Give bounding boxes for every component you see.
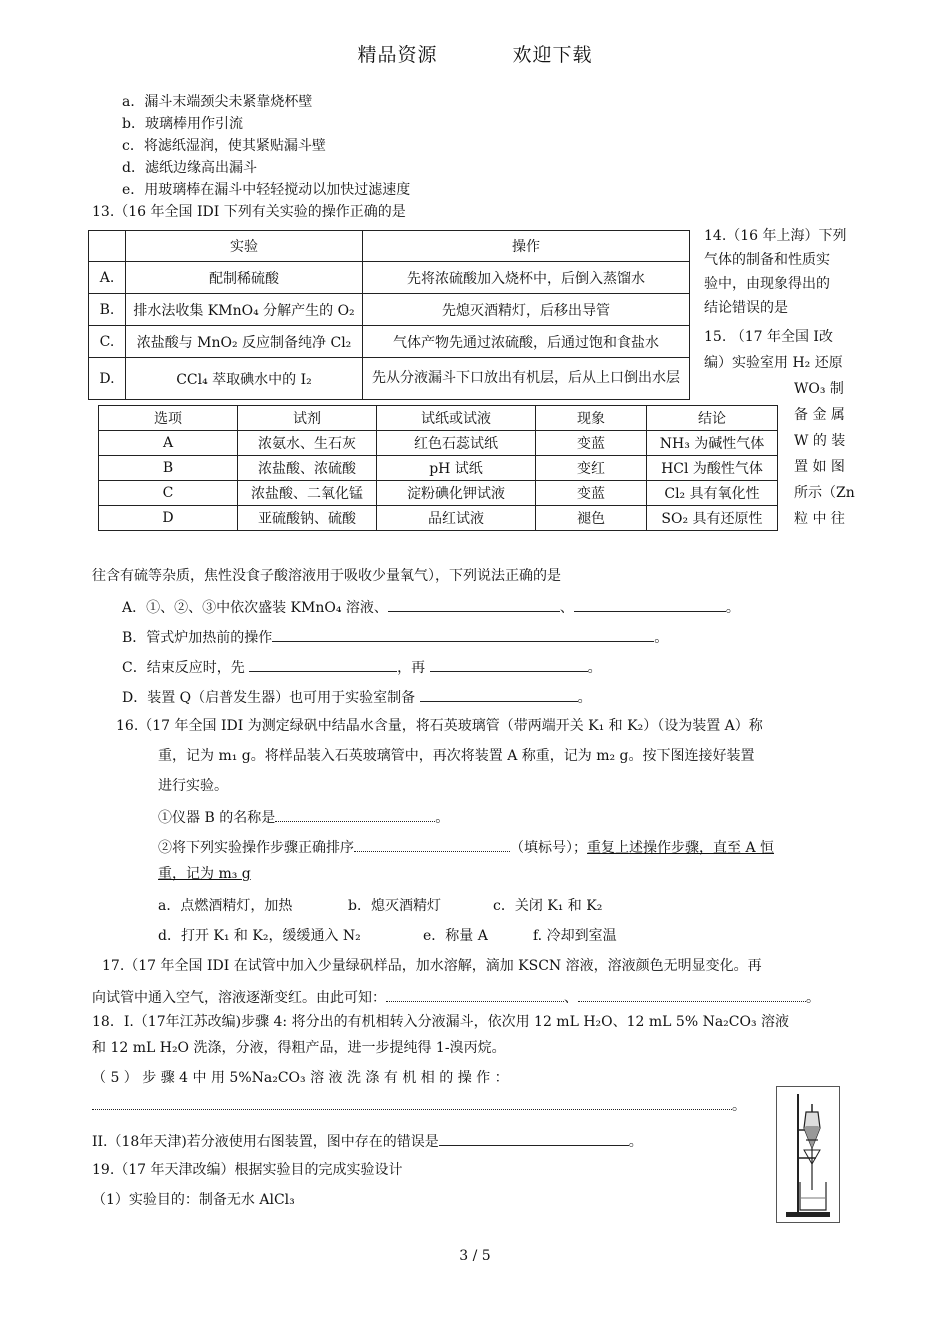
q16-line-3: 进行实验。 — [158, 778, 228, 794]
q14-cell: 品红试液 — [377, 506, 536, 531]
q14-table — [98, 405, 778, 531]
q16-sub-1-text: ①仪器 B 的名称是 — [158, 810, 276, 826]
q16-line-1: 16.（17 年全国 IDI 为测定绿矾中结晶水含量，将石英玻璃管（带两端开关 K₁ 和 K₂）（设为装置 A）称 — [116, 718, 763, 734]
q16-line-2: 重，记为 m₁ g。将样品装入石英玻璃管中，再次将装置 A 称重，记为 m₂ g。按下图连接好装置 — [158, 748, 755, 764]
q15-d-blank[interactable] — [420, 687, 578, 702]
q15-b-blank[interactable] — [272, 627, 654, 642]
q14-cell: 变红 — [536, 456, 647, 481]
q15-c-blank-2[interactable] — [430, 657, 588, 672]
q16-sub-2-blank[interactable] — [354, 837, 510, 852]
q14-cell: C — [99, 481, 238, 506]
q18-part-2-blank[interactable] — [439, 1131, 629, 1146]
q14-side-text — [704, 224, 847, 320]
q15-c-prefix: C．结束反应时，先 — [122, 660, 245, 676]
page-number: 3 / 5 — [459, 1248, 491, 1264]
q15-b-text: B．管式炉加热前的操作 — [122, 630, 273, 646]
q14-row — [99, 481, 778, 506]
q13-cell: 排水法收集 KMnO₄ 分解产生的 O₂ — [126, 294, 363, 326]
q13-cell: 先将浓硫酸加入烧杯中，后倒入蒸馏水 — [363, 262, 690, 294]
q15-option-a — [122, 597, 740, 617]
q16-sub-2-underlined: 重复上述操作步骤，直至 A 恒 — [587, 840, 775, 856]
q13-row — [89, 294, 690, 326]
q18-answer-period: 。 — [732, 1098, 746, 1114]
q13-cell: CCl₄ 萃取碘水中的 I₂ — [126, 358, 363, 400]
q15-side-line: 粒 中 往 — [794, 511, 845, 527]
q14-side-line: 结论错误的是 — [704, 300, 788, 316]
q14-cell: 浓盐酸、浓硫酸 — [238, 456, 377, 481]
q13-cell: 配制稀硫酸 — [126, 262, 363, 294]
q14-cell: B — [99, 456, 238, 481]
q14-header-cell: 选项 — [99, 406, 238, 431]
q13-cell: 浓盐酸与 MnO₂ 反应制备纯净 Cl₂ — [126, 326, 363, 358]
q15-side-line: 编）实验室用 H₂ 还原 — [704, 355, 843, 371]
q14-cell: D — [99, 506, 238, 531]
q15-option-d — [122, 687, 592, 707]
q15-side-line: WO₃ 制 — [794, 381, 844, 397]
q13-row — [89, 358, 690, 400]
q16-sub-2 — [158, 837, 774, 857]
q12-option-b: b．玻璃棒用作引流 — [122, 116, 243, 132]
q16-sub-1 — [158, 807, 449, 827]
q14-side-line: 气体的制备和性质实 — [704, 252, 830, 268]
q14-side-line: 14.（16 年上海）下列 — [704, 228, 847, 244]
q15-a-blank-1[interactable] — [388, 597, 560, 612]
q15-option-b — [122, 627, 668, 647]
q13-header-cell: 实验 — [126, 231, 363, 262]
q14-cell: HCl 为酸性气体 — [647, 456, 778, 481]
q14-cell: 淀粉碘化钾试液 — [377, 481, 536, 506]
q15-continuation: 往含有硫等杂质，焦性没食子酸溶液用于吸收少量氧气），下列说法正确的是 — [92, 568, 561, 584]
q14-header-cell: 结论 — [647, 406, 778, 431]
q13-table — [88, 230, 690, 400]
q14-cell: 浓氨水、生石灰 — [238, 431, 377, 456]
q15-c-period: 。 — [587, 660, 602, 676]
q14-row — [99, 456, 778, 481]
q14-header-cell: 试剂 — [238, 406, 377, 431]
q16-option: d．打开 K₁ 和 K₂，缓缓通入 N₂ — [158, 928, 361, 944]
header-left: 精品资源 — [357, 44, 438, 66]
q15-c-mid: ，再 — [397, 660, 426, 676]
q12-option-d: d．滤纸边缘高出漏斗 — [122, 160, 257, 176]
q16-option: c．关闭 K₁ 和 K₂ — [493, 898, 603, 914]
q16-option: e．称量 A — [423, 928, 488, 944]
q17-period: 。 — [806, 990, 820, 1006]
q13-row — [89, 326, 690, 358]
q15-side-line: 所示（Zn — [794, 485, 855, 501]
q13-cell: D. — [89, 358, 126, 400]
q17-line-2 — [92, 987, 820, 1007]
q13-header-row — [89, 231, 690, 262]
q13-cell: 先从分液漏斗下口放出有机层，后从上口倒出水层 — [363, 358, 690, 400]
q14-cell: 褪色 — [536, 506, 647, 531]
q13-cell: A. — [89, 262, 126, 294]
q18-line-1: 18．I.（17年江苏改编)步骤 4: 将分出的有机相转入分液漏斗，依次用 12 mL H₂O、12 mL 5% Na₂CO₃ 溶液 — [92, 1014, 790, 1030]
q16-option: f. 冷却到室温 — [533, 928, 617, 944]
q12-option-e: e．用玻璃棒在漏斗中轻轻搅动以加快过滤速度 — [122, 182, 411, 198]
q13-header-cell — [89, 231, 126, 262]
q16-sub-1-blank[interactable] — [275, 807, 435, 822]
q13-cell: 先熄灭酒精灯，后移出导管 — [363, 294, 690, 326]
separatory-funnel-figure — [776, 1086, 840, 1223]
q13-cell: 气体产物先通过浓硫酸，后通过饱和食盐水 — [363, 326, 690, 358]
q19-line-2: （1）实验目的：制备无水 AlCl₃ — [92, 1192, 295, 1208]
q14-cell: A — [99, 431, 238, 456]
q15-d-text: D．装置 Q（启普发生器）也可用于实验室制备 — [122, 690, 416, 706]
q17-line-2-text: 向试管中通入空气，溶液逐渐变红。由此可知： — [92, 990, 386, 1006]
q14-cell: 变蓝 — [536, 481, 647, 506]
q14-header-row — [99, 406, 778, 431]
q18-part-2-period: 。 — [628, 1134, 643, 1150]
q16-sub-1-period: 。 — [435, 810, 450, 826]
q18-answer-blank[interactable] — [92, 1095, 732, 1110]
q15-side-line: 15. （17 年全国 I改 — [704, 329, 833, 345]
q15-a-prefix: A．①、②、③中依次盛装 KMnO₄ 溶液、 — [122, 600, 388, 616]
q16-options-row-2 — [158, 927, 617, 945]
q16-options-row-1 — [158, 897, 602, 915]
page-header — [0, 40, 950, 67]
q14-cell: pH 试纸 — [377, 456, 536, 481]
q19-line-1: 19.（17 年天津改编）根据实验目的完成实验设计 — [92, 1162, 403, 1178]
q14-header-cell: 现象 — [536, 406, 647, 431]
q13-row — [89, 262, 690, 294]
q16-option: b．熄灭酒精灯 — [348, 898, 441, 914]
q15-side-line: 备 金 属 — [794, 407, 845, 423]
q15-a-blank-2[interactable] — [574, 597, 726, 612]
q15-a-period: 。 — [725, 600, 740, 616]
q13-cell: B. — [89, 294, 126, 326]
q16-sub-2-text: ②将下列实验操作步骤正确排序 — [158, 840, 354, 856]
q16-option: a．点燃酒精灯，加热 — [158, 898, 293, 914]
q12-option-c: c．将滤纸湿润，使其紧贴漏斗壁 — [122, 138, 326, 154]
q14-header-cell: 试纸或试液 — [377, 406, 536, 431]
q16-sub-2-underlined-2: 重，记为 m₃ g — [158, 866, 251, 882]
q17-line-1: 17.（17 年全国 IDI 在试管中加入少量绿矾样品，加水溶解，滴加 KSCN 溶液，溶液颜色无明显变化。再 — [102, 958, 762, 974]
q15-a-mid: 、 — [559, 600, 574, 616]
q17-blank-1[interactable] — [386, 987, 564, 1002]
q14-cell: NH₃ 为碱性气体 — [647, 431, 778, 456]
q18-part-2 — [92, 1131, 643, 1151]
q14-row — [99, 431, 778, 456]
q16-sub-2-tail: （填标号）； — [510, 840, 587, 856]
q18-line-2: 和 12 mL H₂O 洗涤，分液，得粗产品，进一步提纯得 1-溴丙烷。 — [92, 1040, 506, 1056]
q15-side-line: W 的 装 — [794, 433, 846, 449]
header-right: 欢迎下载 — [512, 44, 593, 66]
q14-side-line: 验中，由现象得出的 — [704, 276, 830, 292]
q12-option-a: a．漏斗末端颈尖未紧靠烧杯壁 — [122, 94, 313, 110]
q18-line-3: （ 5 ） 步 骤 4 中 用 5%Na₂CO₃ 溶 液 洗 涤 有 机 相 的 操 作 ： — [92, 1070, 509, 1086]
q15-b-period: 。 — [654, 630, 669, 646]
q15-c-blank-1[interactable] — [249, 657, 397, 672]
q14-cell: 浓盐酸、二氧化锰 — [238, 481, 377, 506]
q14-cell: Cl₂ 具有氧化性 — [647, 481, 778, 506]
q14-cell: SO₂ 具有还原性 — [647, 506, 778, 531]
q18-answer-line — [92, 1095, 746, 1115]
q13-cell: C. — [89, 326, 126, 358]
q15-d-period: 。 — [577, 690, 592, 706]
q17-blank-2[interactable] — [578, 987, 806, 1002]
q13-stem: 13.（16 年全国 IDI 下列有关实验的操作正确的是 — [92, 204, 406, 220]
q14-cell: 红色石蕊试纸 — [377, 431, 536, 456]
q18-part-2-text: II.（18年天津)若分液使用右图装置，图中存在的错误是 — [92, 1134, 439, 1150]
q13-header-cell: 操作 — [363, 231, 690, 262]
q17-sep: 、 — [564, 990, 578, 1006]
q14-row — [99, 506, 778, 531]
q15-option-c — [122, 657, 602, 677]
q14-cell: 变蓝 — [536, 431, 647, 456]
q14-cell: 亚硫酸钠、硫酸 — [238, 506, 377, 531]
q15-side-line: 置 如 图 — [794, 459, 845, 475]
